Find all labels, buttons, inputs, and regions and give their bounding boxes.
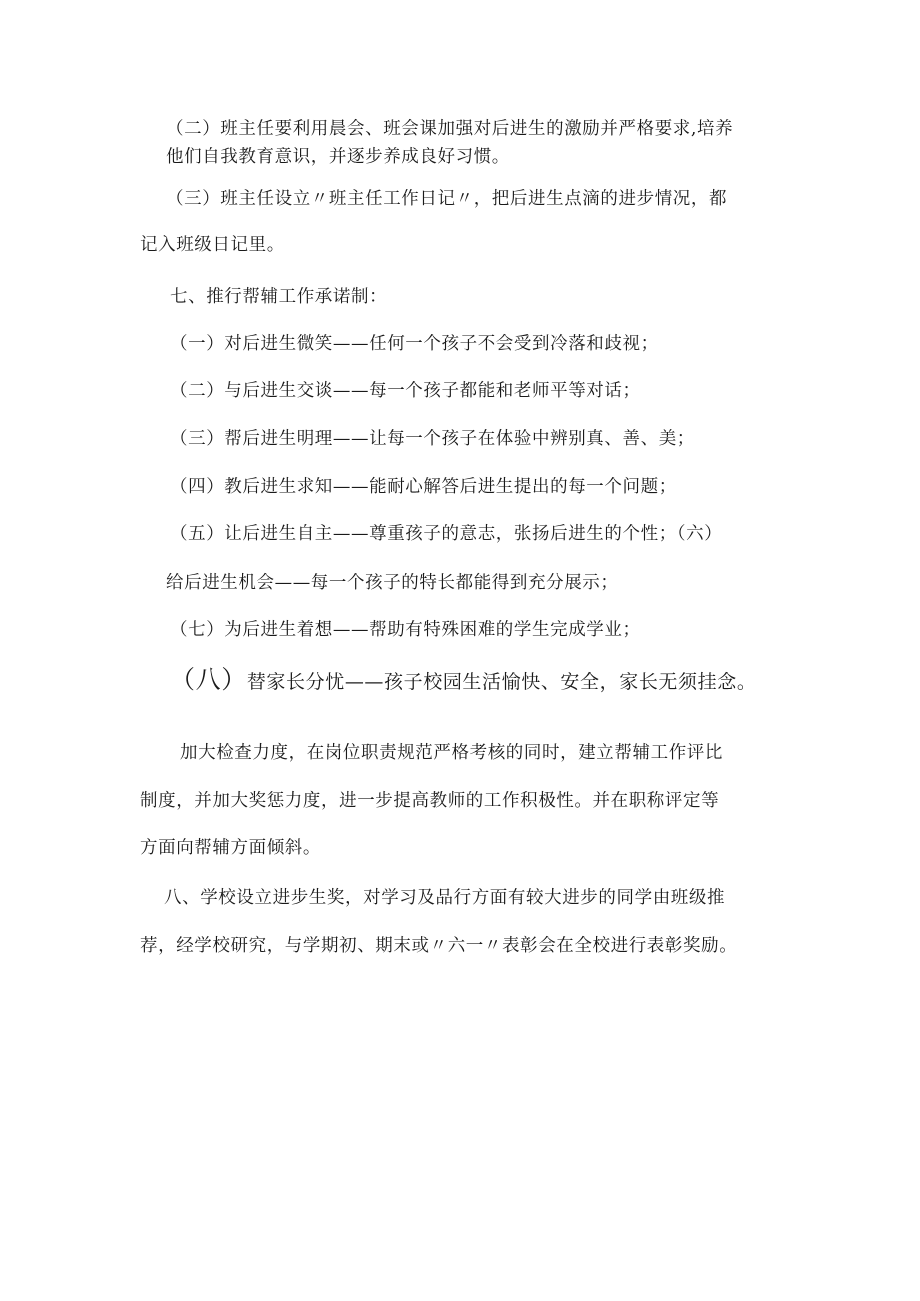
paragraph-line: （二）班主任要利用晨会、班会课加强对后进生的激励并严格要求,培养 bbox=[166, 119, 734, 139]
list-item: （五）让后进生自主——尊重孩子的意志，张扬后进生的个性；（六） bbox=[170, 524, 723, 544]
item-number: （八） bbox=[170, 665, 247, 694]
paragraph-line: 制度，并加大奖惩力度，进一步提高教师的工作积极性。并在职称评定等 bbox=[140, 791, 720, 811]
paragraph-line: 他们自我教育意识，并逐步养成良好习惯。 bbox=[166, 147, 510, 167]
list-item bbox=[170, 665, 757, 694]
paragraph-line: （三）班主任设立〃班主任工作日记〃，把后进生点滴的进步情况，都 bbox=[166, 189, 728, 209]
paragraph-line: 方面向帮辅方面倾斜。 bbox=[140, 838, 321, 858]
paragraph-line: 荐，经学校研究，与学期初、期末或〃六一〃表彰会在全校进行表彰奖励。 bbox=[140, 936, 738, 956]
list-item: （七）为后进生着想——帮助有特殊困难的学生完成学业； bbox=[170, 620, 641, 640]
list-item: （四）教后进生求知——能耐心解答后进生提出的每一个问题； bbox=[170, 477, 677, 497]
list-item: （二）与后进生交谈——每一个孩子都能和老师平等对话； bbox=[170, 381, 641, 401]
section-heading: 七、推行帮辅工作承诺制： bbox=[170, 287, 388, 307]
paragraph-line: 记入班级日记里。 bbox=[140, 235, 285, 255]
item-text: 替家长分忧——孩子校园生活愉快、安全，家长无须挂念。 bbox=[246, 671, 757, 693]
list-item: 给后进生机会——每一个孩子的特长都能得到充分展示； bbox=[166, 573, 619, 593]
list-item: （三）帮后进生明理——让每一个孩子在体验中辨别真、善、美； bbox=[170, 429, 695, 449]
list-item: （一）对后进生微笑——任何一个孩子不会受到冷落和歧视； bbox=[170, 334, 659, 354]
paragraph-line: 加大检查力度，在岗位职责规范严格考核的同时，建立帮辅工作评比 bbox=[180, 743, 723, 763]
paragraph-line: 八、学校设立进步生奖，对学习及品行方面有较大进步的同学由班级推 bbox=[164, 888, 726, 908]
